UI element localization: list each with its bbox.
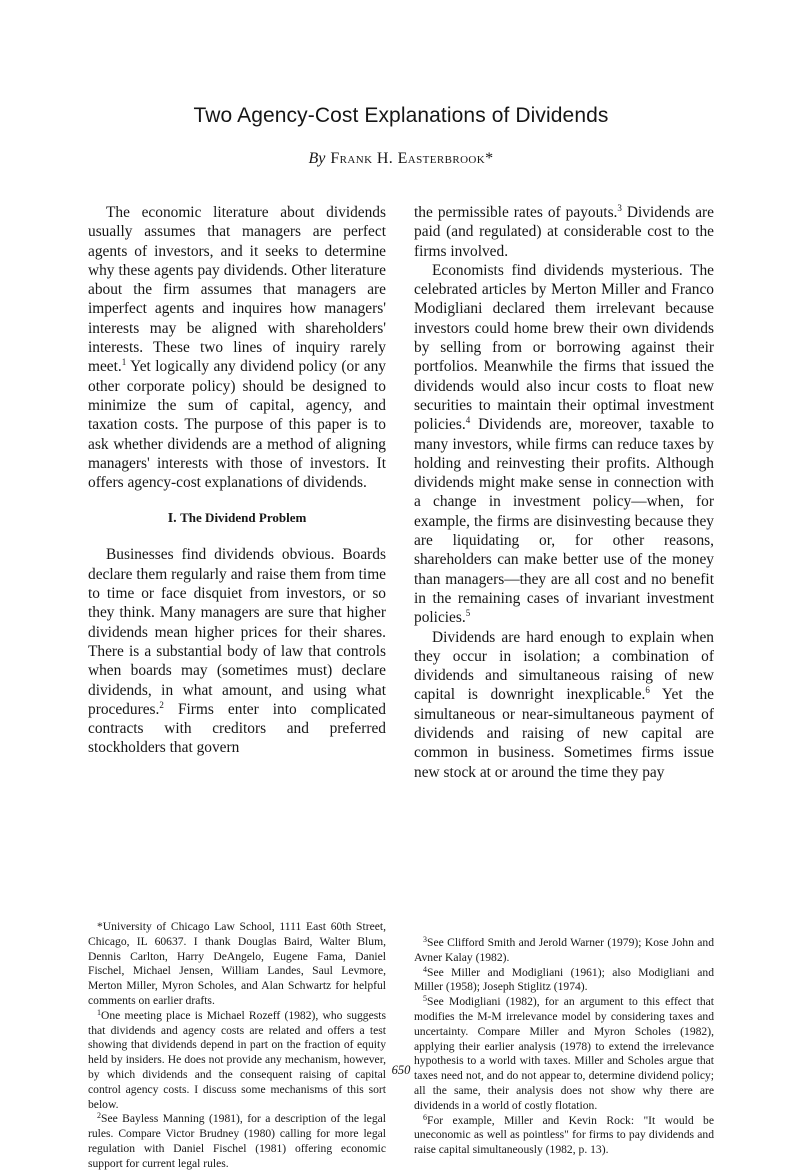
paragraph: Businesses find dividends obvious. Boards declare them regularly and raise them from time to time or face disquiet from investors, or so they think. Many managers are sure that higher dividends mean higher prices for their shares. There is a substantial body of law that controls when boards may (sometimes must) declare dividends, in what amount, and using what procedures.$^2$ Firms enter into complicated contracts with creditors and preferred stockholders that govern <box>88 546 386 757</box>
footnote-marker: * <box>97 920 103 933</box>
section-numeral: I. <box>167 511 177 527</box>
footnote-ref[interactable]: 4 <box>465 415 471 426</box>
byline <box>0 148 802 170</box>
footnote-marker: 1 <box>97 1007 101 1017</box>
paragraph: Dividends are hard enough to explain when they occur in isolation; a combination of dividends and simultaneous raising of new capital is downright inexplicable.$^6$ Yet the simultaneous or near-simultaneous payment of dividends and raising of new capital are common in business. Sometimes firms issue new stock at or around the time they pay <box>414 628 715 781</box>
footnotes-right <box>414 936 714 1158</box>
right-column <box>414 203 714 782</box>
paragraph: The economic literature about dividends usually assumes that managers are perfect agents of investors, and it seeks to determine why these agents pay dividends. Other literature about the firm assumes that managers are imperfect agents and inquires how managers' interests may be aligned with shareholders' interests. These two lines of inquiry rarely meet.$^1$ Yet logically any dividend policy (or any other corporate policy) should be designed to minimize the sum of capital, agency, and taxation costs. The purpose of this paper is to ask whether dividends are a method of aligning managers' interests with those of investors. It offers agency-cost explanations of dividends. <box>88 204 386 492</box>
left-column <box>88 203 386 758</box>
footnote-ref[interactable]: 2 <box>159 699 164 710</box>
footnote-ref[interactable]: 1 <box>121 357 127 368</box>
section-title: The Dividend Problem <box>180 510 307 526</box>
footnote-ref[interactable]: 6 <box>645 685 650 696</box>
paper-title: Two Agency-Cost Explanations of Dividends <box>193 104 609 127</box>
footnote-marker: 5 <box>423 994 427 1004</box>
footnote: $^2$See Bayless Manning (1981), for a description of the legal rules. Compare Victor Brudney (1980) calling for more legal regulation with Daniel Fischel (1981) offering economic support for current legal rules. <box>88 1111 386 1170</box>
footnote: $^3$See Clifford Smith and Jerold Warner (1979); Kose John and Avner Kalay (1982). <box>414 935 714 964</box>
footnote-marker: 3 <box>423 935 427 944</box>
page-number: 650 <box>391 1063 411 1077</box>
footnote: $^4$See Miller and Modigliani (1961); also Modigliani and Miller (1958); Joseph Stiglitz (1974). <box>414 964 714 994</box>
footnote-ref[interactable]: 3 <box>617 203 622 213</box>
footnote: *University of Chicago Law School, 1111 East 60th Street, Chicago, IL 60637. I thank Douglas Baird, Walter Blum, Dennis Carlton, Harry DeAngelo, Eugene Fama, Daniel Fischel, Michael Jensen, William Landes, Saul Levmore, Merton Miller, Myron Scholes, and Alan Schwartz for helpful comments on earlier drafts. <box>88 920 386 1007</box>
author-name: Frank H. Easterbrook* <box>330 150 494 167</box>
footnote: $^1$One meeting place is Michael Rozeff (1982), who suggests that dividends and agency costs are related and offers a test showing that dividends depend in part on the fraction of equity held by insiders. He does not provide any mechanism, however, by which dividends and the consequent raising of capital control agency costs. I discuss some mechanisms of this sort below. <box>88 1007 386 1111</box>
footnote-marker: 6 <box>423 1112 427 1122</box>
footnote: $^5$See Modigliani (1982), for an argument to this effect that modifies the M-M irrelevance model by considering taxes and uncertainty. Compare Miller and Myron Scholes (1982), applying their earlier analysis (1978) to extend the irrelevance hypothesis to a world with taxes. Miller and Scholes argue that taxes need not, and do not appear to, determine dividend policy; all the same, their analysis does not show why there are dividends in a world of costly flotation. <box>414 994 714 1112</box>
byline-by: By <box>308 150 326 167</box>
paragraph: Economists find dividends mysterious. The celebrated articles by Merton Miller and Franco Modigliani declared them irrelevant because investors could home brew their own dividends by selling from or borrowing against their portfolios. Meanwhile the firms that issued the dividends would also incur costs to float new securities to maintain their optimal investment policies.$^4$ Dividends are, moreover, taxable to many investors, while firms can reduce taxes by holding and reinvesting their profits. Although dividends might make sense in connection with a change in investment policy—when, for example, the firms are disinvesting because they are liquidating or, for other reasons, shareholders can make better use of the money than managers—they are all cost and no benefit in the remaining cases of invariant investment policies.$^5$ <box>414 261 714 627</box>
footnote-marker: 4 <box>423 964 427 974</box>
footnotes-left <box>88 920 386 1172</box>
section-heading <box>88 508 386 529</box>
footnote-ref[interactable]: 5 <box>465 608 471 619</box>
footnote: $^6$For example, Miller and Kevin Rock: "It would be uneconomic as well as pointless" for firms to pay dividends and raise capital simultaneously (1982, p. 13). <box>414 1112 714 1157</box>
footnote-marker: 2 <box>97 1111 101 1121</box>
paragraph: the permissible rates of payouts.$^3$ Dividends are paid (and regulated) at considerable cost to the firms involved. <box>414 203 714 260</box>
